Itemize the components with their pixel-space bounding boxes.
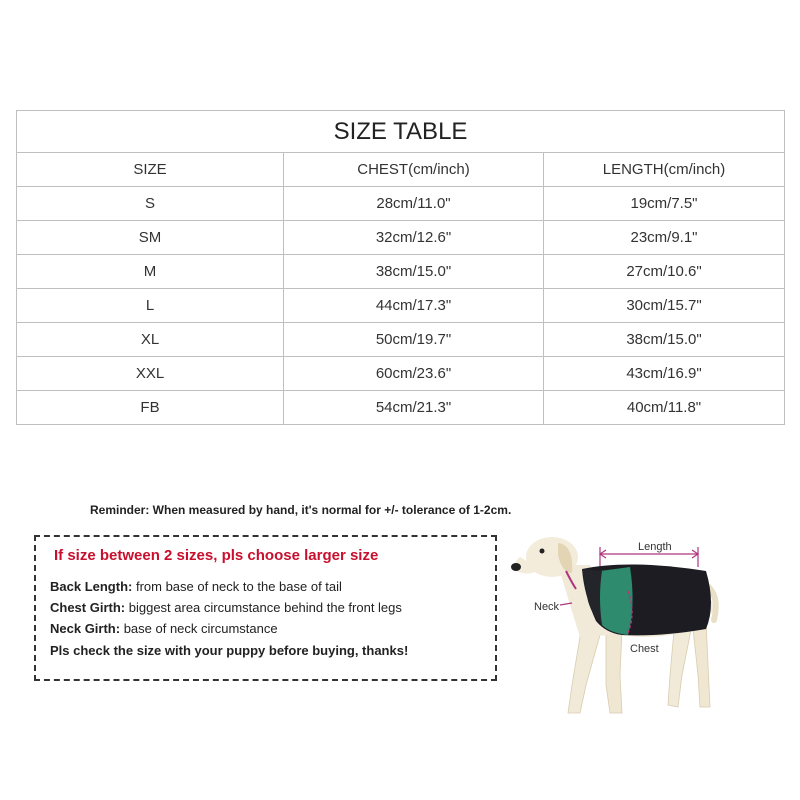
tip-desc: biggest area circumstance behind the front legs — [125, 600, 402, 615]
cell-size: XXL — [17, 357, 284, 391]
cell-size: SM — [17, 221, 284, 255]
cell-length: 23cm/9.1" — [544, 221, 785, 255]
cell-length: 40cm/11.8" — [544, 391, 785, 425]
table-row — [17, 289, 785, 323]
cell-size: S — [17, 187, 284, 221]
header-chest: CHEST(cm/inch) — [284, 153, 544, 187]
tips-headline: If size between 2 sizes, pls choose larger size — [54, 547, 379, 564]
tip-desc: from base of neck to the base of tail — [132, 579, 342, 594]
sizing-tips-box — [34, 535, 497, 681]
tip-desc: base of neck circumstance — [120, 621, 278, 636]
cell-chest: 50cm/19.7" — [284, 323, 544, 357]
tip-chest-girth — [50, 600, 402, 615]
header-length: LENGTH(cm/inch) — [544, 153, 785, 187]
cell-length: 19cm/7.5" — [544, 187, 785, 221]
tip-term: Neck Girth: — [50, 621, 121, 636]
table-row — [17, 255, 785, 289]
tip-back-length — [50, 579, 342, 594]
cell-length: 27cm/10.6" — [544, 255, 785, 289]
tips-closing: Pls check the size with your puppy before buying, thanks! — [50, 643, 409, 658]
neck-label: Neck — [534, 601, 560, 613]
cell-size: M — [17, 255, 284, 289]
table-row — [17, 323, 785, 357]
cell-size: XL — [17, 323, 284, 357]
cell-length: 43cm/16.9" — [544, 357, 785, 391]
table-row — [17, 391, 785, 425]
cell-size: FB — [17, 391, 284, 425]
tip-term: Back Length: — [50, 579, 133, 594]
reminder-text: Reminder: When measured by hand, it's normal for +/- tolerance of 1-2cm. — [90, 503, 512, 517]
tip-neck-girth — [50, 621, 278, 636]
length-label: Length — [638, 541, 672, 553]
table-row — [17, 187, 785, 221]
cell-size: L — [17, 289, 284, 323]
cell-chest: 32cm/12.6" — [284, 221, 544, 255]
header-size: SIZE — [17, 153, 284, 187]
cell-chest: 60cm/23.6" — [284, 357, 544, 391]
cell-length: 38cm/15.0" — [544, 323, 785, 357]
tip-term: Chest Girth: — [50, 600, 126, 615]
dog-icon — [511, 537, 716, 713]
table-row — [17, 357, 785, 391]
table-title: SIZE TABLE — [17, 111, 785, 153]
cell-length: 30cm/15.7" — [544, 289, 785, 323]
table-row — [17, 221, 785, 255]
cell-chest: 44cm/17.3" — [284, 289, 544, 323]
cell-chest: 28cm/11.0" — [284, 187, 544, 221]
cell-chest: 54cm/21.3" — [284, 391, 544, 425]
dog-measurement-illustration — [510, 525, 780, 720]
cell-chest: 38cm/15.0" — [284, 255, 544, 289]
size-table — [16, 110, 785, 425]
chest-label: Chest — [630, 643, 659, 655]
table-header-row — [17, 153, 785, 187]
